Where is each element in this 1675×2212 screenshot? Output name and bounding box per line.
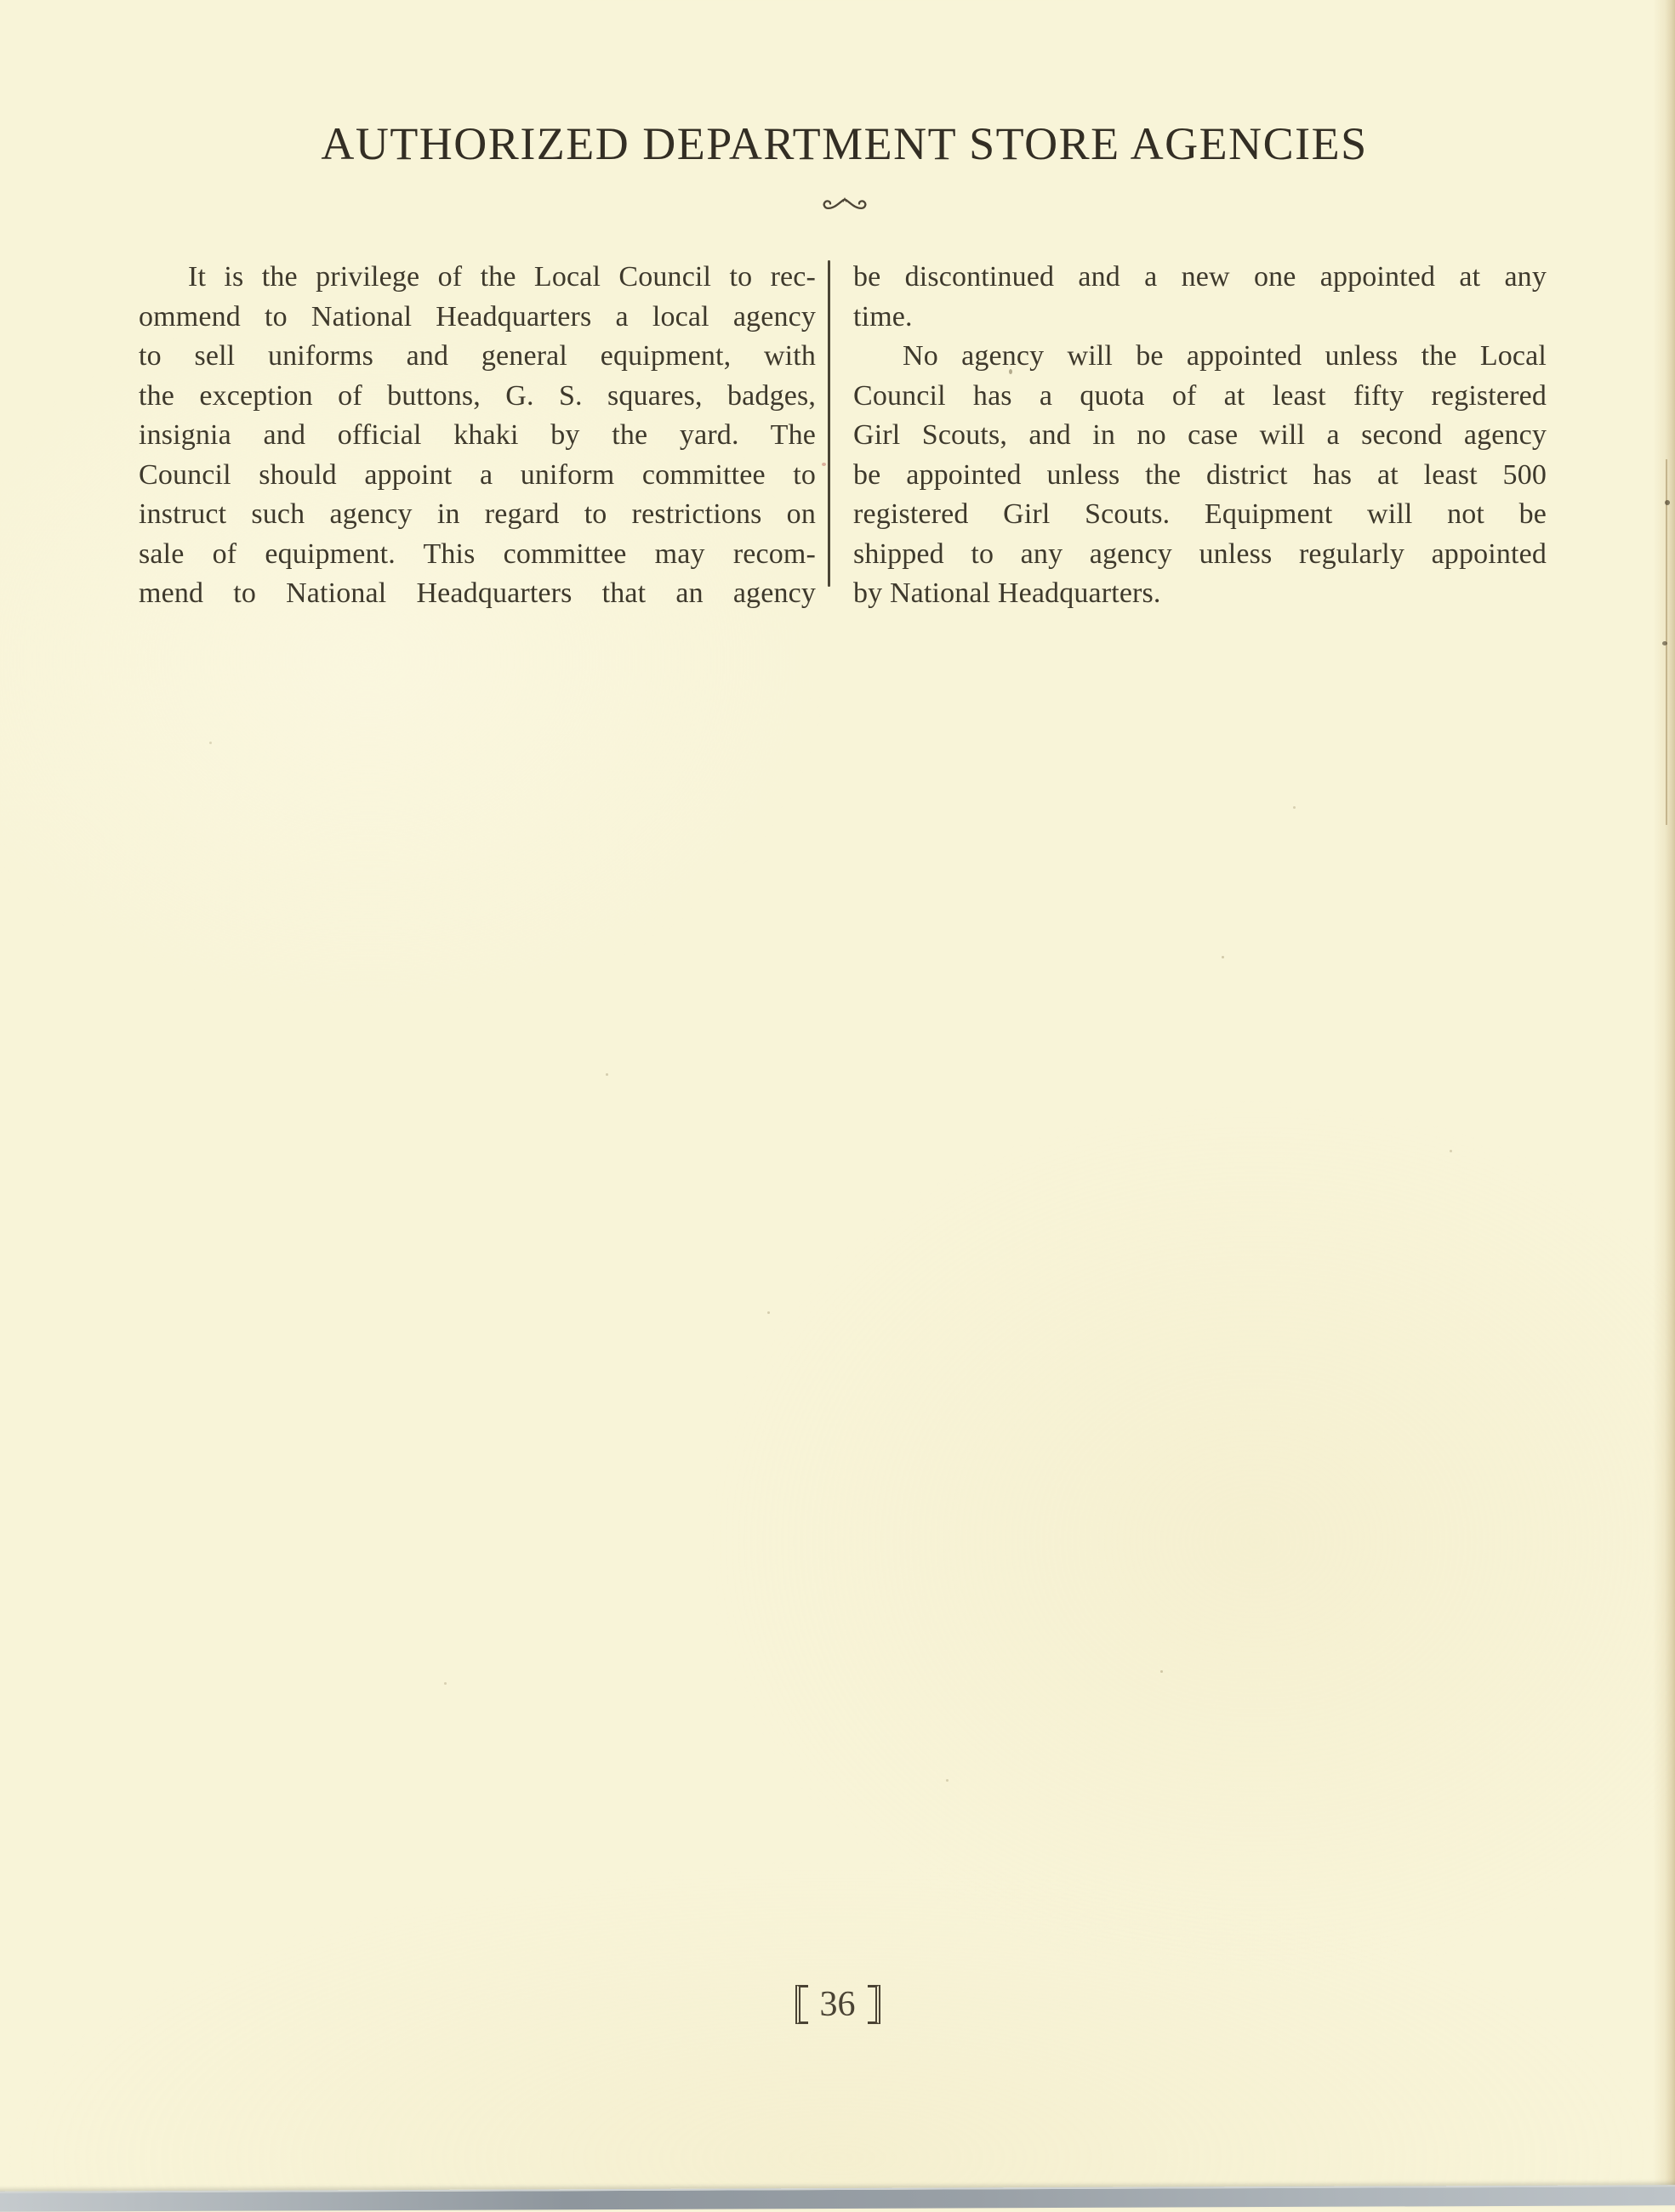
paper-speck [1662, 641, 1667, 645]
text-column-left [139, 258, 816, 614]
page-number [795, 1985, 880, 2024]
text-line: the exception of buttons, G. S. squares, badges, [139, 379, 816, 412]
paper-speck [606, 1073, 608, 1076]
scan-right-edge-shadow [1653, 0, 1675, 2202]
two-column-text-block [139, 258, 1549, 614]
text-line: be appointed unless the district has at least 500 [853, 458, 1547, 491]
text-column-right [853, 258, 1547, 614]
text-line: mend to National Headquarters that an agency [139, 577, 816, 609]
page-number-left-bracket [795, 1985, 808, 2024]
text-line: ommend to National Headquarters a local agency [139, 300, 816, 333]
scan-bottom-edge-strip [0, 2185, 1675, 2212]
text-line: registered Girl Scouts. Equipment will not be [853, 498, 1547, 530]
paper-speck [1665, 500, 1670, 505]
fleuron-ornament-icon [140, 194, 1548, 216]
column-divider-rule [828, 260, 830, 587]
text-line: shipped to any agency unless regularly appointed [853, 537, 1547, 570]
text-line: be discontinued and a new one appointed at any [853, 261, 1547, 293]
text-line: Council has a quota of at least fifty registered [853, 379, 1547, 412]
text-line: Girl Scouts, and in no case will a second agency [853, 419, 1547, 451]
paper-speck [1450, 1150, 1452, 1152]
page-title: AUTHORIZED DEPARTMENT STORE AGENCIES [321, 118, 1368, 169]
scan-right-edge-line [1666, 459, 1667, 825]
text-line: by National Headquarters. [853, 577, 1161, 609]
text-line: It is the privilege of the Local Council to rec- [188, 261, 816, 293]
text-line: Council should appoint a uniform committee to [139, 458, 816, 491]
paper-speck [1160, 1670, 1163, 1673]
paper-speck [209, 742, 212, 744]
text-line: time. [853, 300, 913, 333]
text-line: instruct such agency in regard to restrictions on [139, 498, 816, 530]
paper-speck [946, 1779, 949, 1782]
paper-speck [1293, 806, 1296, 809]
page-number-value: 36 [819, 1985, 856, 2024]
text-line: No agency will be appointed unless the Local [903, 340, 1547, 372]
text-line: insignia and official khaki by the yard. The [139, 419, 816, 451]
paper-speck [444, 1682, 447, 1685]
page-number-right-bracket [868, 1985, 880, 2024]
paper-speck [767, 1311, 770, 1314]
text-line: to sell uniforms and general equipment, with [139, 340, 816, 372]
text-line: sale of equipment. This committee may recom- [139, 537, 816, 570]
paper-speck [1222, 956, 1224, 958]
